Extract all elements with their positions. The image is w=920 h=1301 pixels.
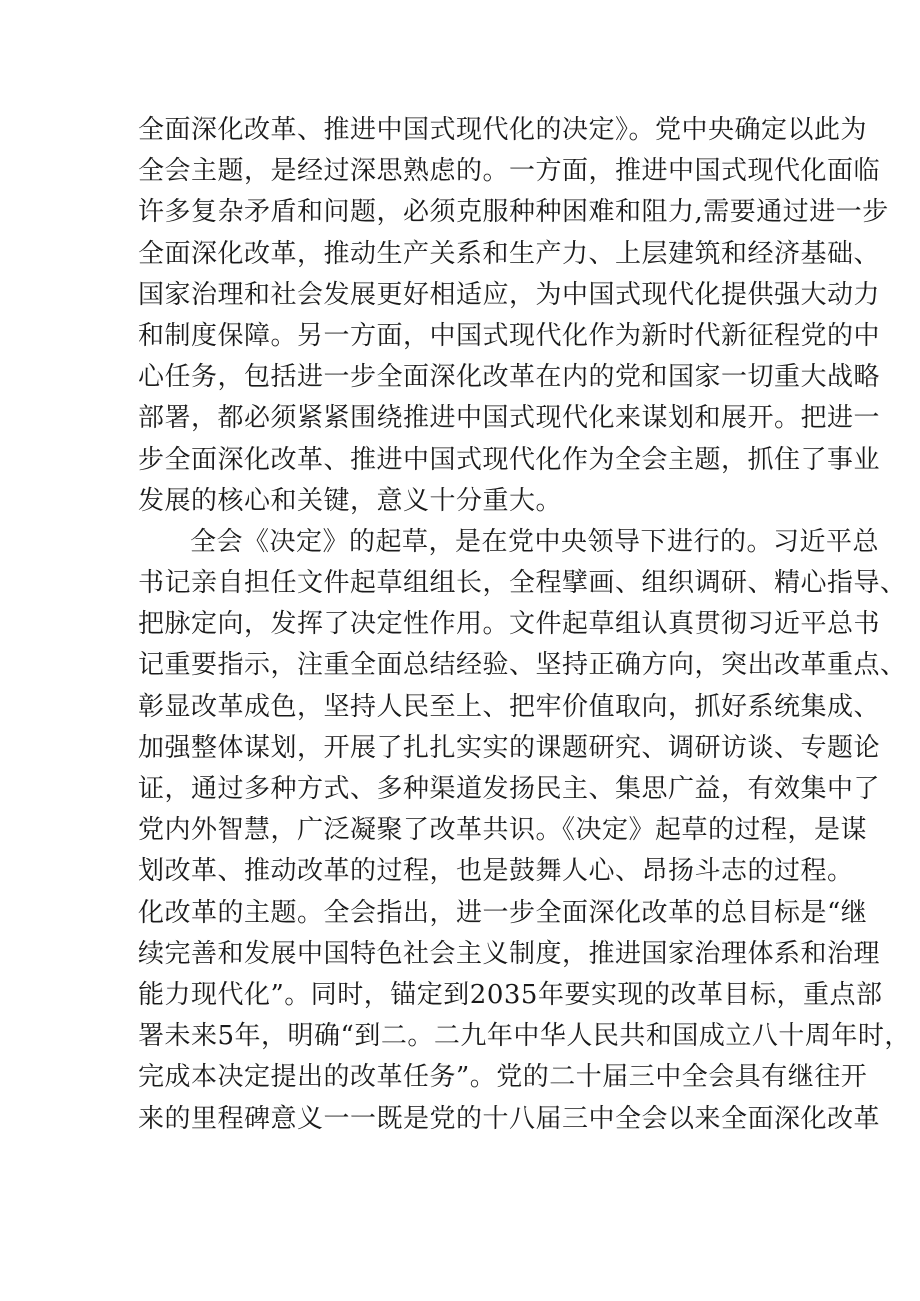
body-text (138, 110, 911, 1140)
text-line: 划改革、推动改革的过程，也是鼓舞人心、昂扬斗志的过程。 (138, 856, 854, 887)
text-line: 许多复杂矛盾和问题，必须克服种种困难和阻力,需要通过进一步 (138, 197, 889, 228)
text-line: 部署，都必须紧紧围绕推进中国式现代化来谋划和展开。把进一 (138, 403, 881, 434)
text-line: 全面深化改革、推进中国式现代化的决定》。党中央确定以此为 (138, 115, 868, 145)
text-line: 党内外智慧，广泛凝聚了改革共识。《决定》起草的过程，是谋 (138, 815, 868, 846)
text-line: 和制度保障。另一方面，中国式现代化作为新时代新征程党的中 (138, 320, 881, 351)
text-line: 步全面深化改革、推进中国式现代化作为全会主题，抓住了事业 (138, 444, 881, 475)
text-line: 全面深化改革，推动生产关系和生产力、上层建筑和经济基础、 (138, 238, 881, 269)
text-line: 能力现代化”。同时，锚定到2035年要实现的改革目标，重点部 (138, 979, 883, 1010)
text-line: 全会《决定》的起草，是在党中央领导下进行的。习近平总 (190, 526, 880, 557)
text-line: 记重要指示，注重全面总结经验、坚持正确方向，突出改革重点、 (138, 650, 907, 681)
text-line: 国家治理和社会发展更好相适应，为中国式现代化提供强大动力 (138, 279, 881, 310)
text-line: 心任务，包括进一步全面深化改革在内的党和国家一切重大战略 (138, 362, 881, 393)
text-line: 彰显改革成色，坚持人民至上、把牢价值取向，抓好系统集成、 (138, 691, 881, 722)
text-line: 发展的核心和关键，意义十分重大。 (138, 485, 563, 516)
text-line: 完成本决定提出的改革任务”。党的二十届三中全会具有继往开 (138, 1062, 868, 1093)
text-line: 续完善和发展中国特色社会主义制度，推进国家治理体系和治理 (138, 938, 881, 969)
text-line: 把脉定向，发挥了决定性作用。文件起草组认真贯彻习近平总书 (138, 609, 881, 640)
text-line: 化改革的主题。全会指出，进一步全面深化改革的总目标是“继 (138, 897, 868, 928)
text-line: 书记亲自担任文件起草组组长，全程擘画、组织调研、精心指导、 (138, 568, 907, 599)
text-line: 署未来5年，明确“到二。二九年中华人民共和国成立八十周年时， (138, 1021, 911, 1052)
text-line: 全会主题，是经过深思熟虑的。一方面，推进中国式现代化面临 (138, 156, 881, 187)
text-line: 证，通过多种方式、多种渠道发扬民主、集思广益，有效集中了 (138, 774, 881, 804)
text-line: 来的里程碑意义一一既是党的十八届三中全会以来全面深化改革 (138, 1103, 881, 1134)
text-line: 加强整体谋划，开展了扎扎实实的课题研究、调研访谈、专题论 (138, 732, 881, 763)
